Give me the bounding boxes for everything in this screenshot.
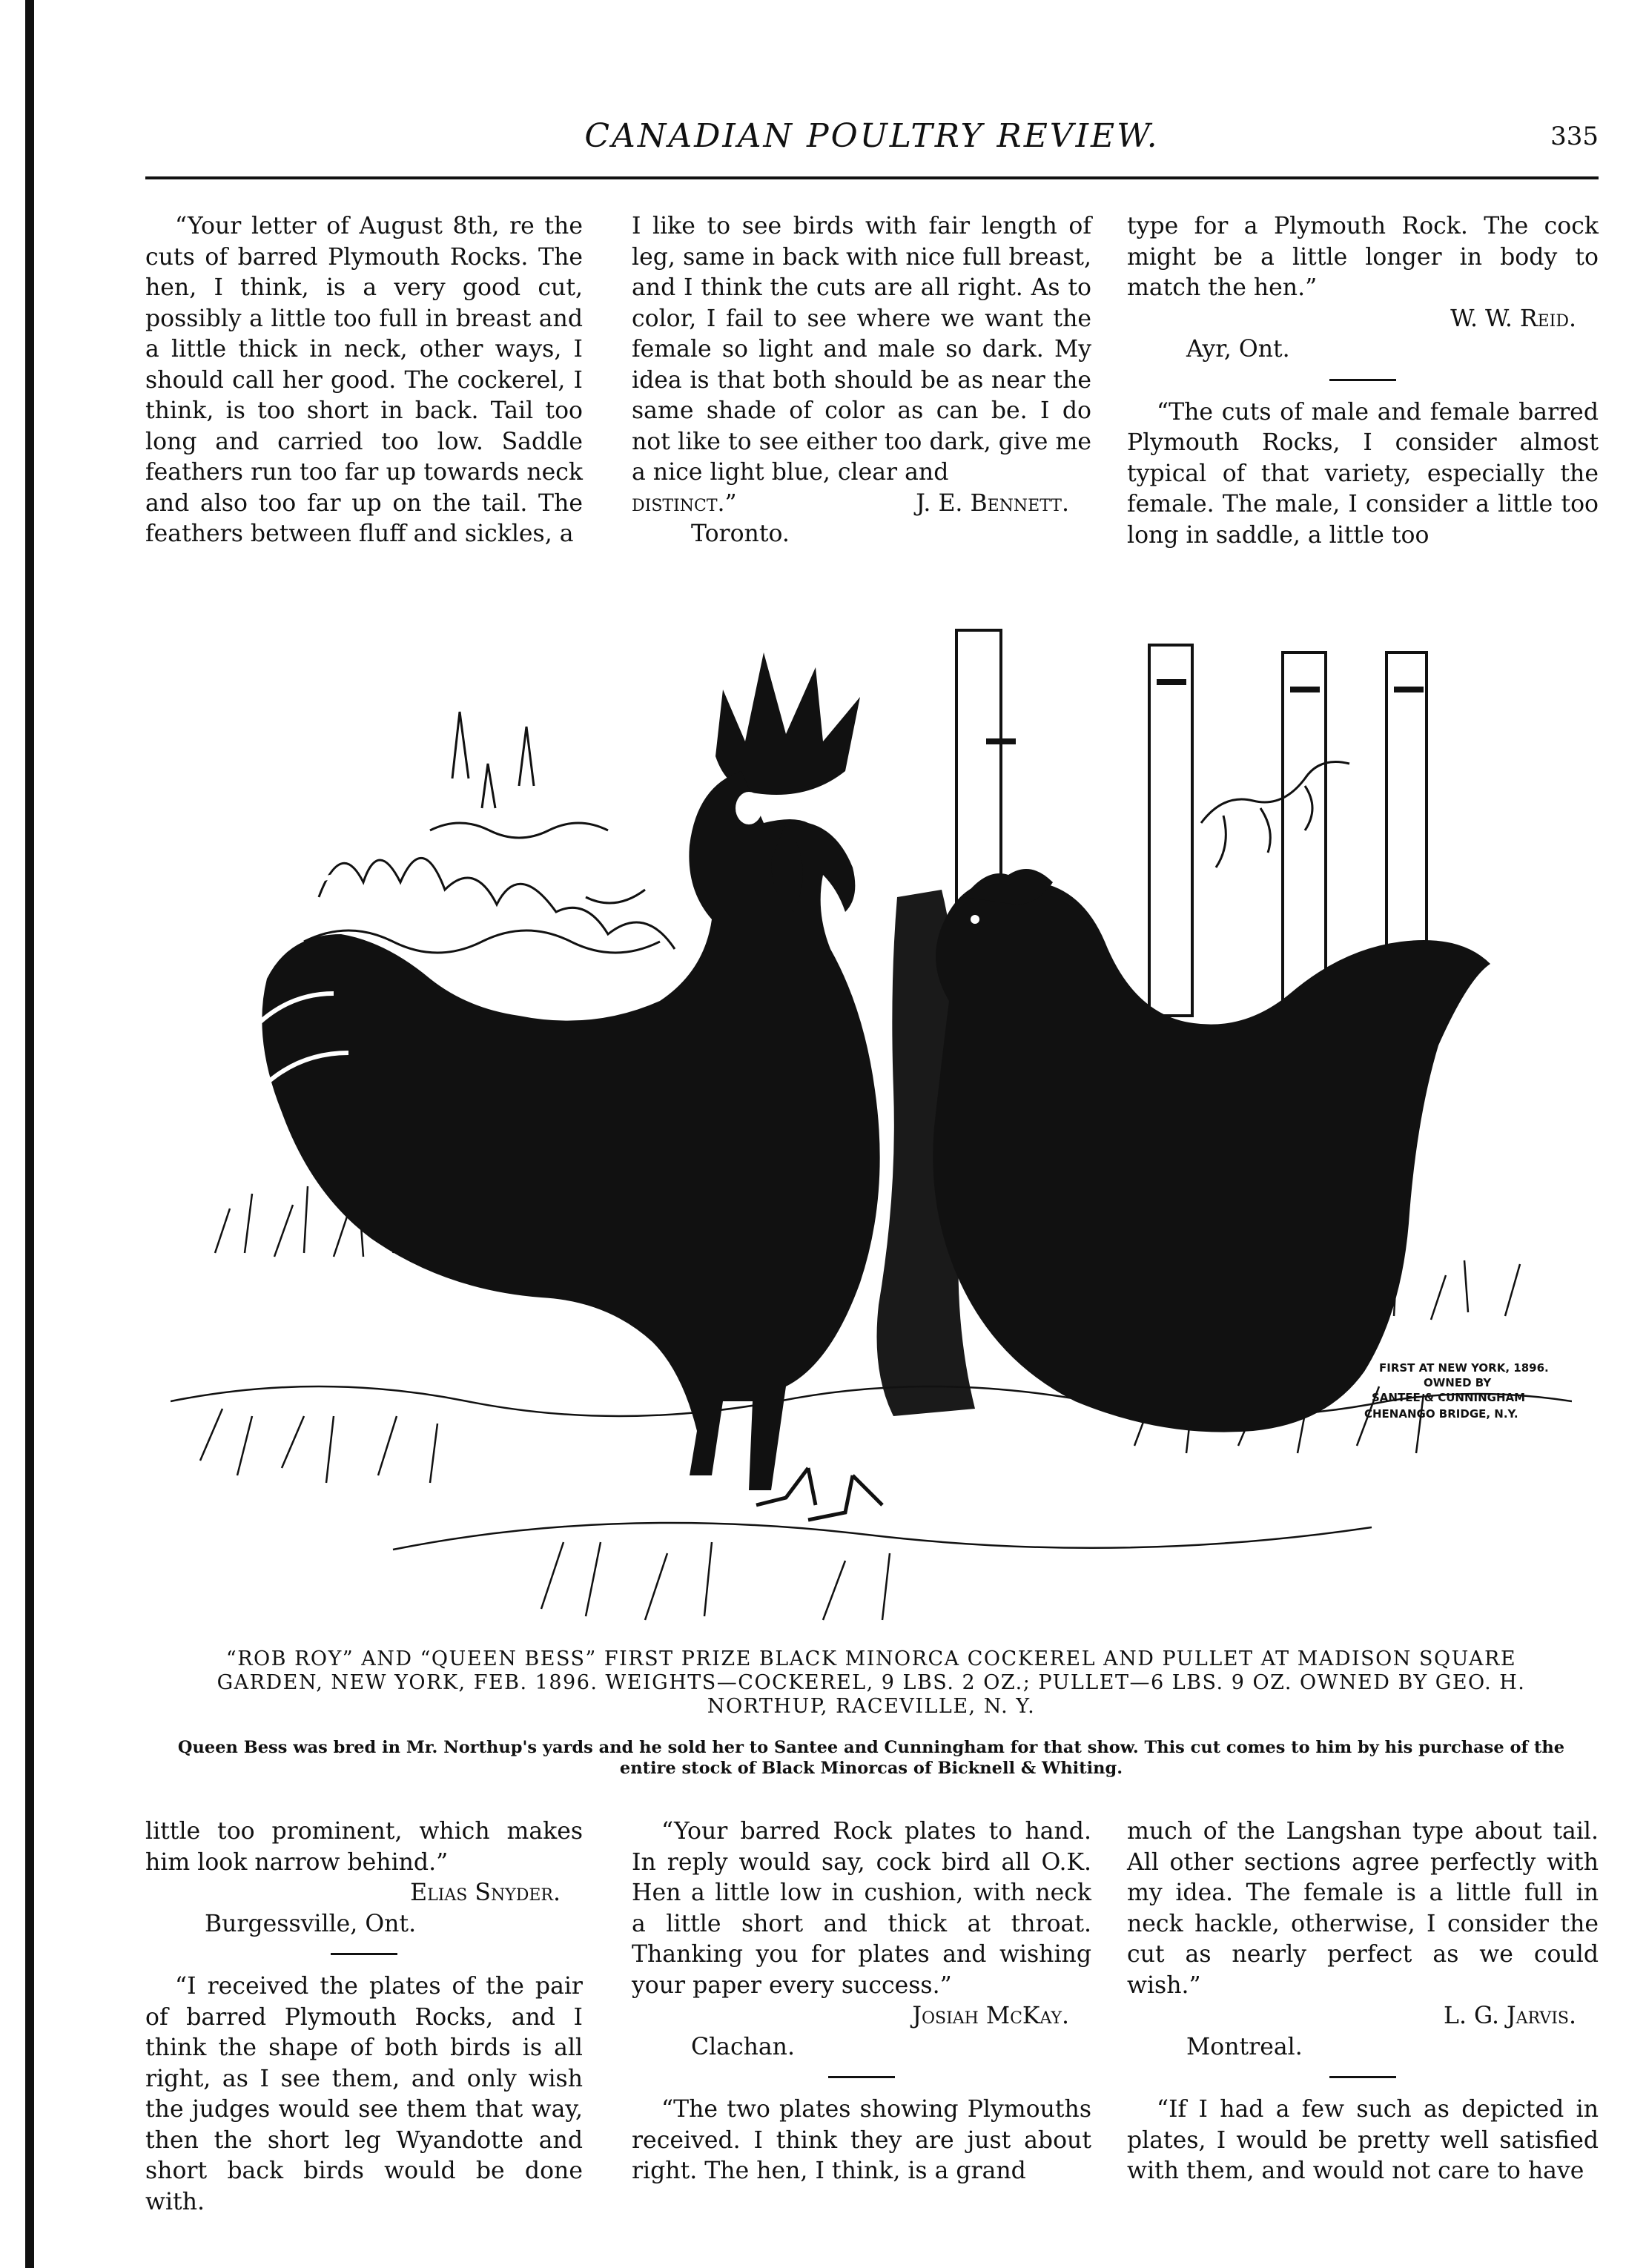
section-separator	[1329, 379, 1396, 381]
bottom-column-3	[1127, 1816, 1599, 2187]
signature: Elias Snyder.	[410, 1879, 561, 1906]
place-line: Montreal.	[1186, 2033, 1303, 2060]
background-shrubs	[304, 712, 675, 953]
top-column-3	[1127, 211, 1599, 551]
pullet-body	[933, 882, 1490, 1432]
illustration-caption: “ROB ROY” AND “QUEEN BESS” FIRST PRIZE BLACK MINORCA COCKEREL AND PULLET AT MADISON SQUARE GARDEN, NEW YORK, FEB. 1896. WEIGHTS—COCKEREL, 9 LBS. 2 OZ.; PULLET—6 LBS. 9 OZ. OWNED BY GEO. H. NORTHUP, RACEVILLE, N. Y.	[217, 1647, 1526, 1718]
header-rule	[145, 176, 1599, 179]
cockerel-rob-roy	[245, 652, 882, 1520]
pullet-queen-bess	[933, 869, 1490, 1432]
top-column-2	[632, 211, 1091, 550]
section-separator	[331, 1953, 397, 1955]
place-line: Ayr, Ont.	[1186, 336, 1290, 363]
bottom-column-2	[632, 1816, 1091, 2187]
place-line: Clachan.	[691, 2033, 795, 2060]
letter-paragraph: “I received the plates of the pair of barred Plymouth Rocks, and I think the shape of both birds is all right, as I see them, and only wish the judges would see them that way, then the short leg Wyandotte and short back birds would be done with.	[145, 1973, 583, 2215]
letter-paragraph: “Your letter of August 8th, re the cuts of barred Plymouth Rocks. The hen, I think, is a very good cut, possibly a little too full in breast and a little thick in neck, other ways, I should call her good. The cockerel, I think, is too short in back. Tail too long and carried too low. Saddle feathers run too far up towards neck and also too far up on the tail. The feathers between fluff and sickles, a	[145, 213, 583, 547]
top-column-1	[145, 211, 583, 550]
plate-credit	[1364, 1361, 1549, 1421]
plate-credit-line-3: SANTEE & CUNNINGHAM	[1372, 1391, 1526, 1404]
letter-closing-line	[632, 489, 1091, 520]
illustration-note: Queen Bess was bred in Mr. Northup's yards and he sold her to Santee and Cunningham for that show. This cut comes to him by his purchase of the entire stock of Black Minorcas of Bicknell & Whiting.	[177, 1738, 1565, 1778]
cockerel-earlobe	[736, 792, 762, 824]
letter-paragraph: little too prominent, which makes him look narrow behind.”	[145, 1818, 583, 1876]
signature: W. W. Reid.	[1450, 305, 1576, 332]
running-title: CANADIAN POULTRY REVIEW.	[584, 117, 1160, 155]
pullet-eye	[971, 915, 979, 924]
letter-paragraph: “If I had a few such as depicted in plates, I would be pretty well satisfied with them, and would not care to have	[1127, 2096, 1599, 2184]
plate-credit-line-1: FIRST AT NEW YORK, 1896.	[1379, 1361, 1549, 1375]
signature: J. E. Bennett.	[916, 489, 1069, 517]
plate-credit-line-4: CHENANGO BRIDGE, N.Y.	[1364, 1407, 1518, 1421]
section-separator	[1329, 2076, 1396, 2078]
letter-paragraph: “The cuts of male and female barred Plymouth Rocks, I consider almost typical of that variety, especially the female. The male, I consider a little too long in saddle, a little too	[1127, 398, 1599, 549]
closing-text: distinct.”	[632, 489, 737, 517]
bottom-column-1	[145, 1816, 583, 2218]
letter-paragraph: much of the Langshan type about tail. All other sections agree perfectly with my idea. The female is a little full in neck hackle, otherwise, I consider the cut as nearly perfect as we could wish.”	[1127, 1818, 1599, 1999]
page-binding-edge	[25, 0, 34, 2268]
place-line: Toronto.	[691, 520, 790, 547]
black-minorca-illustration	[171, 586, 1572, 1639]
signature: L. G. Jarvis.	[1444, 2003, 1576, 2029]
cockerel-feet	[756, 1468, 882, 1520]
signature: Josiah McKay.	[912, 2003, 1069, 2029]
letter-paragraph: I like to see birds with fair length of leg, same in back with nice full breast, and I think the cuts are all right. As to color, I fail to see where we want the female so light and male so dark. My idea is that both should be as near the same shade of color as can be. I do not like to see either too dark, give me a nice light blue, clear and	[632, 213, 1091, 486]
place-line: Burgessville, Ont.	[205, 1910, 417, 1937]
page-number: 335	[1550, 122, 1599, 151]
letter-paragraph: type for a Plymouth Rock. The cock might be a little longer in body to match the hen.”	[1127, 213, 1599, 301]
plate-credit-line-2: OWNED BY	[1424, 1376, 1492, 1389]
letter-paragraph: “The two plates showing Plymouths received. I think they are just about right. The hen, I think, is a grand	[632, 2096, 1091, 2184]
page-header	[145, 117, 1599, 169]
section-separator	[828, 2076, 895, 2078]
letter-paragraph: “Your barred Rock plates to hand. In reply would say, cock bird all O.K. Hen a little low in cushion, with neck a little short and thick at throat. Thanking you for plates and wishing your paper every success.”	[632, 1818, 1091, 1999]
